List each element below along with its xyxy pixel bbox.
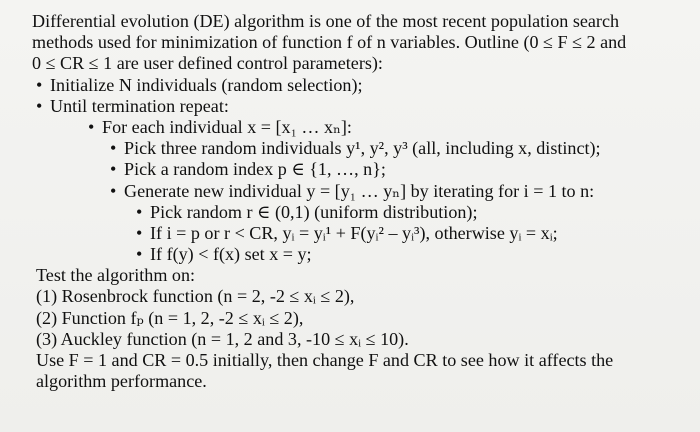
bullet-for-each-individual bbox=[32, 117, 684, 138]
intro-line-3: 0 ≤ CR ≤ 1 are user defined control parameters): bbox=[32, 53, 383, 74]
bullet-selection-rule bbox=[32, 244, 684, 265]
bullet-icon: • bbox=[136, 222, 143, 243]
bullet-text: Initialize N individuals (random selection); bbox=[50, 74, 363, 95]
test-item-1: (1) Rosenbrock function (n = 2, -2 ≤ xᵢ ≤ 2), bbox=[36, 286, 355, 307]
bullet-pick-random-r bbox=[32, 202, 684, 223]
test-heading: Test the algorithm on: bbox=[36, 265, 196, 286]
test-item-3: (3) Auckley function (n = 1, 2 and 3, -10 ≤ xᵢ ≤ 10). bbox=[36, 328, 409, 349]
bullet-pick-index bbox=[32, 159, 684, 180]
bullet-icon: • bbox=[110, 180, 117, 201]
bullet-text: For each individual x = [x₁ … xₙ]: bbox=[102, 116, 352, 137]
intro-line-1: Differential evolution (DE) algorithm is one of the most recent population search bbox=[32, 11, 620, 31]
bullet-text: If i = p or r < CR, yᵢ = yᵢ¹ + F(yᵢ² – yᵢ³), otherwise yᵢ = xᵢ; bbox=[150, 222, 558, 243]
bullet-text: Pick a random index p ∈ {1, …, n}; bbox=[124, 159, 386, 180]
bullet-text: If f(y) < f(x) set x = y; bbox=[150, 244, 312, 265]
bullet-text: Generate new individual y = [y₁ … yₙ] by iterating for i = 1 to n: bbox=[124, 180, 595, 201]
bullet-icon: • bbox=[36, 74, 43, 95]
intro-line-2: methods used for minimization of function f of n variables. Outline (0 ≤ F ≤ 2 and bbox=[32, 32, 627, 53]
bullet-crossover-rule bbox=[32, 223, 684, 244]
usage-line-1: Use F = 1 and CR = 0.5 initially, then change F and CR to see how it affects the bbox=[36, 350, 614, 370]
bullet-until-termination bbox=[32, 96, 684, 117]
bullet-icon: • bbox=[136, 201, 143, 222]
bullet-icon: • bbox=[88, 116, 95, 137]
bullet-text: Pick three random individuals y¹, y², y³ (all, including x, distinct); bbox=[124, 138, 601, 159]
bullet-icon: • bbox=[136, 244, 143, 265]
test-item-2: (2) Function fₚ (n = 1, 2, -2 ≤ xᵢ ≤ 2), bbox=[36, 307, 304, 328]
bullet-text: Until termination repeat: bbox=[50, 95, 229, 116]
bullet-generate-new bbox=[32, 181, 684, 202]
bullet-initialize bbox=[32, 75, 684, 96]
bullet-icon: • bbox=[36, 95, 43, 116]
usage-line-2: algorithm performance. bbox=[36, 371, 207, 392]
bullet-icon: • bbox=[110, 138, 117, 159]
bullet-icon: • bbox=[110, 159, 117, 180]
bullet-pick-three bbox=[32, 138, 684, 159]
bullet-text: Pick random r ∈ (0,1) (uniform distribution); bbox=[150, 201, 478, 222]
